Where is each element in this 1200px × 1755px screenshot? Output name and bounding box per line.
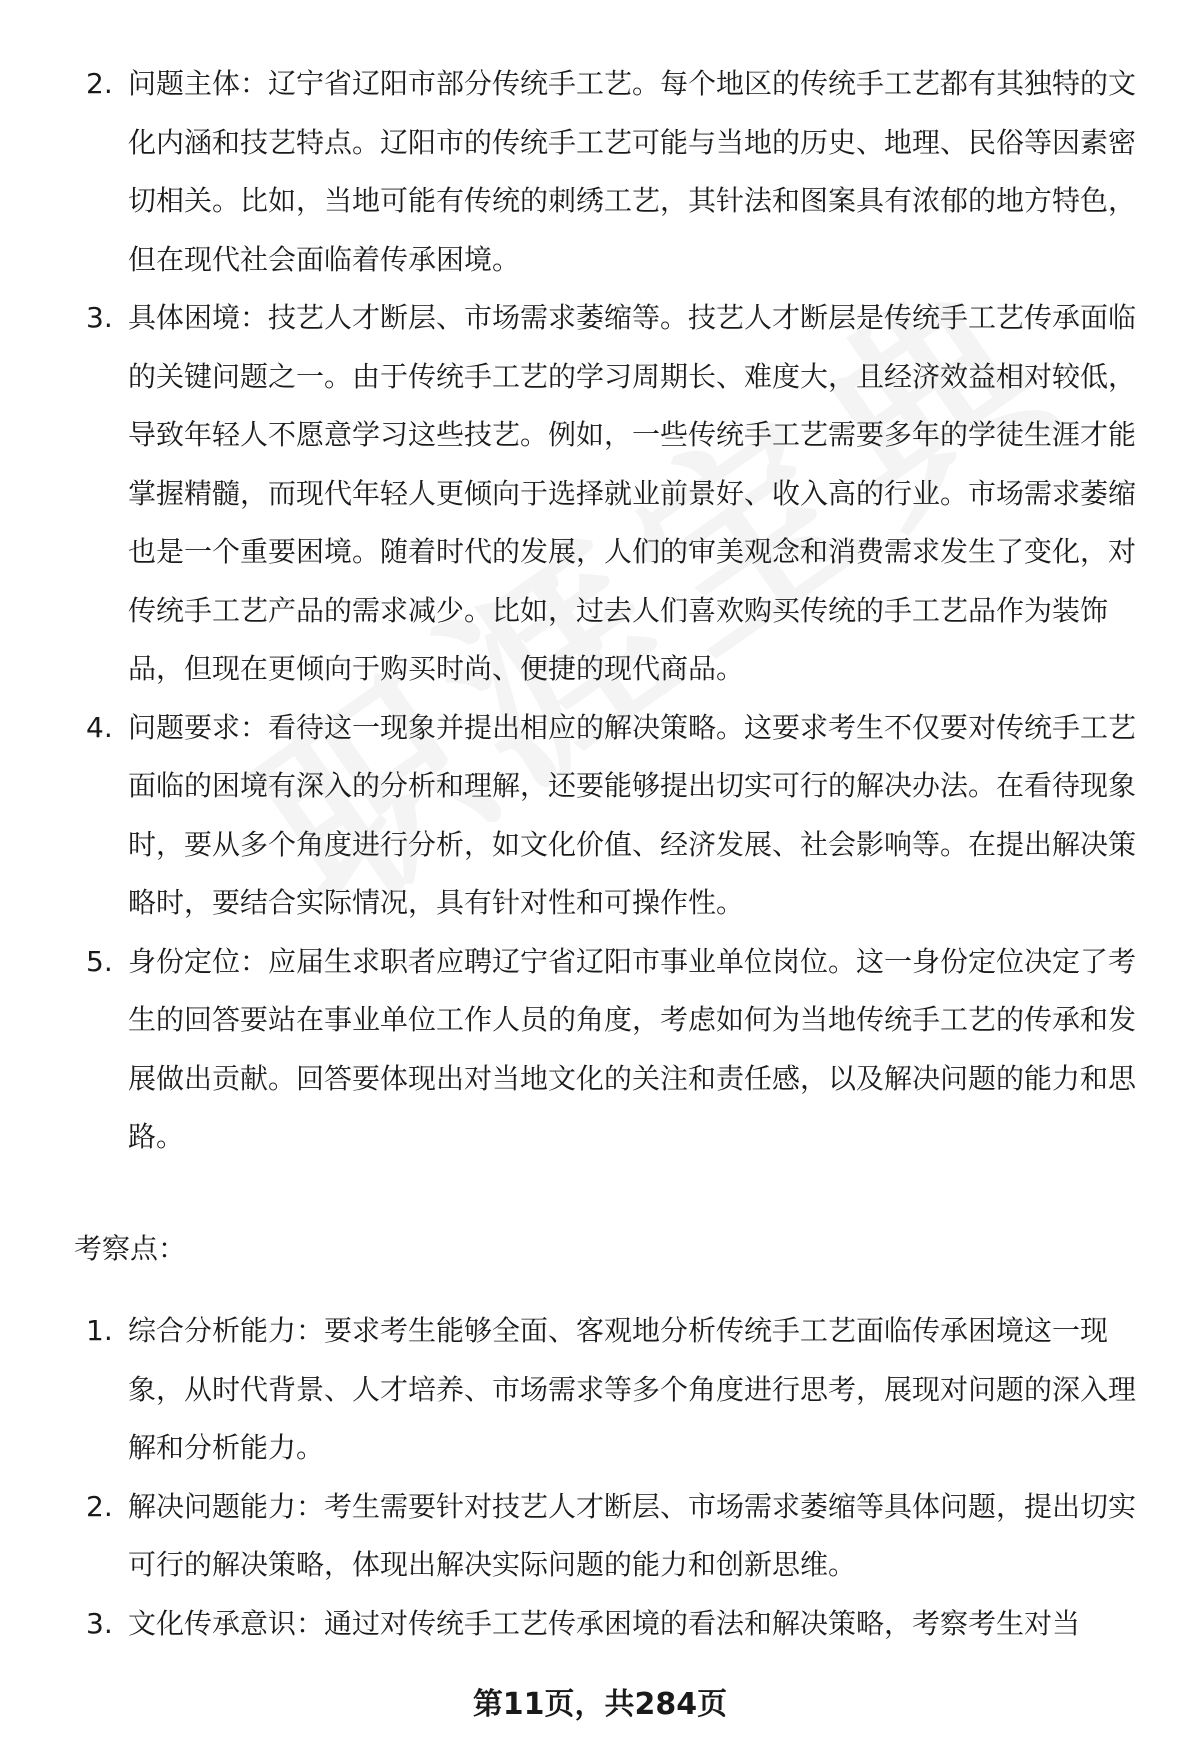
list-number: 3. <box>86 301 113 334</box>
list-item <box>0 1302 1200 1478</box>
list-number: 2. <box>86 67 113 100</box>
list-text: 文化传承意识：通过对传统手工艺传承困境的看法和解决策略，考察考生对当 <box>128 1606 1081 1640</box>
assessment-points-list <box>0 1302 1200 1653</box>
list-number: 1. <box>86 1314 113 1347</box>
page-number-footer: 第11页，共284页 <box>472 1687 728 1722</box>
analysis-list <box>0 55 1200 1167</box>
list-item <box>0 699 1200 933</box>
list-text: 综合分析能力：要求考生能够全面、客观地分析传统手工艺面临传承困境这一现象，从时代背景、人才培养、市场需求等多个角度进行思考，展现对问题的深入理解和分析能力。 <box>128 1314 1137 1464</box>
list-number: 3. <box>86 1606 113 1640</box>
list-number: 5. <box>86 944 113 978</box>
list-text: 具体困境：技艺人才断层、市场需求萎缩等。技艺人才断层是传统手工艺传承面临的关键问题之一。由于传统手工艺的学习周期长、难度大，且经济效益相对较低，导致年轻人不愿意学习这些技艺。例如，一些传统手工艺需要多年的学徒生涯才能掌握精髓，而现代年轻人更倾向于选择就业前景好、收入高的行业。市场需求萎缩也是一个重要困境。随着时代的发展，人们的审美观念和消费需求发生了变化，对传统手工艺产品的需求减少。比如，过去人们喜欢购买传统的手工艺品作为装饰品，但现在更倾向于购买时尚、便捷的现代商品。 <box>128 301 1137 685</box>
list-text: 问题要求：看待这一现象并提出相应的解决策略。这要求考生不仅要对传统手工艺面临的困境有深入的分析和理解，还要能够提出切实可行的解决办法。在看待现象时，要从多个角度进行分析，如文化价值、经济发展、社会影响等。在提出解决策略时，要结合实际情况，具有针对性和可操作性。 <box>128 710 1137 919</box>
list-text: 身份定位：应届生求职者应聘辽宁省辽阳市事业单位岗位。这一身份定位决定了考生的回答要站在事业单位工作人员的角度，考虑如何为当地传统手工艺的传承和发展做出贡献。回答要体现出对当地文化的关注和责任感，以及解决问题的能力和思路。 <box>128 944 1137 1153</box>
list-number: 4. <box>86 710 113 744</box>
list-number: 2. <box>86 1489 113 1523</box>
list-text: 解决问题能力：考生需要针对技艺人才断层、市场需求萎缩等具体问题，提出切实可行的解决策略，体现出解决实际问题的能力和创新思维。 <box>128 1489 1137 1581</box>
list-text: 问题主体：辽宁省辽阳市部分传统手工艺。每个地区的传统手工艺都有其独特的文化内涵和技艺特点。辽阳市的传统手工艺可能与当地的历史、地理、民俗等因素密切相关。比如，当地可能有传统的刺绣工艺，其针法和图案具有浓郁的地方特色，但在现代社会面临着传承困境。 <box>128 67 1137 276</box>
section-heading: 考察点： <box>74 1232 187 1265</box>
list-item <box>0 55 1200 289</box>
list-item <box>0 933 1200 1167</box>
list-item <box>0 289 1200 699</box>
list-item <box>0 1595 1200 1654</box>
list-item <box>0 1478 1200 1595</box>
